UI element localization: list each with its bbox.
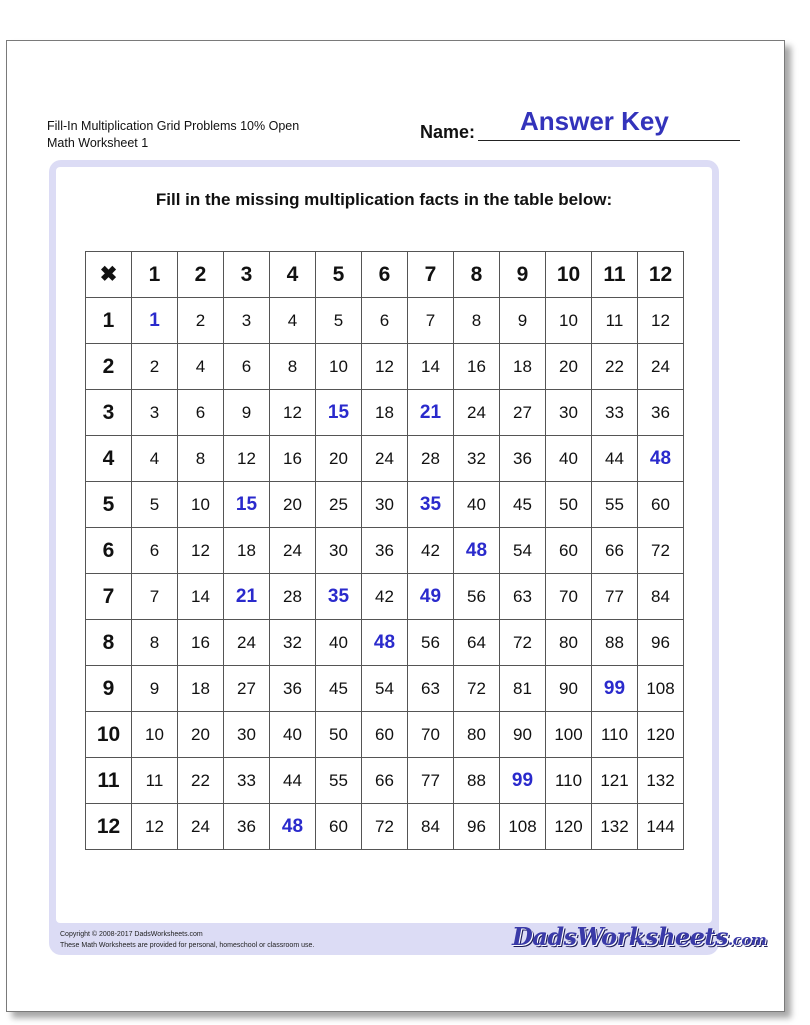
row-header: 7 xyxy=(86,574,132,620)
grid-row xyxy=(86,666,684,712)
grid-cell: 44 xyxy=(592,436,638,482)
grid-cell: 7 xyxy=(132,574,178,620)
grid-cell: 5 xyxy=(132,482,178,528)
row-header: 8 xyxy=(86,620,132,666)
grid-cell: 80 xyxy=(454,712,500,758)
grid-cell: 6 xyxy=(178,390,224,436)
grid-cell: 6 xyxy=(132,528,178,574)
grid-cell: 60 xyxy=(638,482,684,528)
grid-row xyxy=(86,758,684,804)
grid-cell: 84 xyxy=(408,804,454,850)
row-header: 5 xyxy=(86,482,132,528)
grid-cell: 132 xyxy=(592,804,638,850)
copyright: Copyright © 2008-2017 DadsWorksheets.com xyxy=(60,931,203,938)
grid-cell: 11 xyxy=(592,298,638,344)
grid-cell: 6 xyxy=(224,344,270,390)
grid-cell: 64 xyxy=(454,620,500,666)
row-header: 6 xyxy=(86,528,132,574)
grid-cell: 18 xyxy=(178,666,224,712)
column-header: 8 xyxy=(454,252,500,298)
row-header: 4 xyxy=(86,436,132,482)
grid-cell: 54 xyxy=(362,666,408,712)
column-header: 11 xyxy=(592,252,638,298)
worksheet-title xyxy=(47,118,299,152)
grid-cell: 10 xyxy=(178,482,224,528)
row-header: 2 xyxy=(86,344,132,390)
grid-cell: 110 xyxy=(592,712,638,758)
grid-cell: 33 xyxy=(592,390,638,436)
name-label: Name: xyxy=(420,122,476,142)
grid-cell: 20 xyxy=(270,482,316,528)
grid-cell: 50 xyxy=(316,712,362,758)
grid-cell: 90 xyxy=(546,666,592,712)
grid-row xyxy=(86,528,684,574)
grid-cell: 42 xyxy=(408,528,454,574)
grid-cell: 60 xyxy=(362,712,408,758)
answer-cell: 15 xyxy=(316,390,362,436)
answer-key-label: Answer Key xyxy=(520,106,669,136)
answer-cell: 99 xyxy=(592,666,638,712)
grid-cell: 84 xyxy=(638,574,684,620)
grid-cell: 77 xyxy=(592,574,638,620)
row-header: 11 xyxy=(86,758,132,804)
grid-cell: 33 xyxy=(224,758,270,804)
grid-row xyxy=(86,620,684,666)
grid-cell: 9 xyxy=(132,666,178,712)
grid-cell: 70 xyxy=(408,712,454,758)
grid-cell: 30 xyxy=(362,482,408,528)
grid-cell: 36 xyxy=(270,666,316,712)
grid-cell: 44 xyxy=(270,758,316,804)
grid-cell: 18 xyxy=(224,528,270,574)
title-line-2: Math Worksheet 1 xyxy=(47,136,149,150)
grid-cell: 22 xyxy=(178,758,224,804)
grid-cell: 32 xyxy=(454,436,500,482)
grid-cell: 16 xyxy=(454,344,500,390)
grid-cell: 5 xyxy=(316,298,362,344)
column-header: 10 xyxy=(546,252,592,298)
grid-cell: 72 xyxy=(362,804,408,850)
grid-cell: 60 xyxy=(546,528,592,574)
grid-cell: 9 xyxy=(500,298,546,344)
grid-cell: 24 xyxy=(454,390,500,436)
column-header: 2 xyxy=(178,252,224,298)
row-header: 10 xyxy=(86,712,132,758)
grid-cell: 30 xyxy=(316,528,362,574)
grid-cell: 12 xyxy=(132,804,178,850)
grid-cell: 120 xyxy=(546,804,592,850)
grid-cell: 24 xyxy=(178,804,224,850)
grid-cell: 4 xyxy=(270,298,316,344)
title-line-1: Fill-In Multiplication Grid Problems 10% Open xyxy=(47,119,300,133)
name-line xyxy=(478,140,740,141)
logo-domain: .com xyxy=(728,931,767,949)
grid-cell: 8 xyxy=(270,344,316,390)
grid-cell: 18 xyxy=(500,344,546,390)
grid-cell: 30 xyxy=(546,390,592,436)
grid-cell: 2 xyxy=(178,298,224,344)
grid-cell: 8 xyxy=(178,436,224,482)
grid-cell: 88 xyxy=(592,620,638,666)
column-header: 9 xyxy=(500,252,546,298)
grid-cell: 16 xyxy=(270,436,316,482)
grid-cell: 7 xyxy=(408,298,454,344)
grid-cell: 14 xyxy=(178,574,224,620)
column-header: 1 xyxy=(132,252,178,298)
grid-cell: 80 xyxy=(546,620,592,666)
grid-cell: 36 xyxy=(500,436,546,482)
grid-cell: 96 xyxy=(638,620,684,666)
grid-cell: 10 xyxy=(132,712,178,758)
grid-cell: 4 xyxy=(132,436,178,482)
grid-cell: 110 xyxy=(546,758,592,804)
grid-cell: 3 xyxy=(132,390,178,436)
answer-cell: 99 xyxy=(500,758,546,804)
grid-cell: 24 xyxy=(270,528,316,574)
answer-cell: 48 xyxy=(454,528,500,574)
grid-cell: 28 xyxy=(270,574,316,620)
grid-cell: 120 xyxy=(638,712,684,758)
grid-cell: 88 xyxy=(454,758,500,804)
grid-cell: 70 xyxy=(546,574,592,620)
answer-cell: 1 xyxy=(132,298,178,344)
column-header: 7 xyxy=(408,252,454,298)
answer-cell: 35 xyxy=(316,574,362,620)
grid-cell: 56 xyxy=(454,574,500,620)
grid-cell: 72 xyxy=(500,620,546,666)
grid-cell: 18 xyxy=(362,390,408,436)
row-header: 12 xyxy=(86,804,132,850)
answer-cell: 48 xyxy=(270,804,316,850)
grid-cell: 96 xyxy=(454,804,500,850)
multiply-icon: ✖ xyxy=(86,252,132,298)
grid-cell: 10 xyxy=(316,344,362,390)
grid-cell: 63 xyxy=(408,666,454,712)
grid-cell: 24 xyxy=(224,620,270,666)
grid-row xyxy=(86,712,684,758)
grid-header-row xyxy=(86,252,684,298)
grid-cell: 8 xyxy=(132,620,178,666)
grid-row xyxy=(86,574,684,620)
grid-cell: 56 xyxy=(408,620,454,666)
grid-row xyxy=(86,436,684,482)
grid-cell: 24 xyxy=(362,436,408,482)
grid-cell: 77 xyxy=(408,758,454,804)
answer-cell: 15 xyxy=(224,482,270,528)
answer-cell: 21 xyxy=(224,574,270,620)
usage-notice: These Math Worksheets are provided for personal, homeschool or classroom use. xyxy=(60,942,315,949)
instructions: Fill in the missing multiplication facts in the table below: xyxy=(155,190,613,209)
grid-cell: 11 xyxy=(132,758,178,804)
grid-cell: 20 xyxy=(178,712,224,758)
grid-cell: 14 xyxy=(408,344,454,390)
grid-row xyxy=(86,482,684,528)
grid-cell: 12 xyxy=(362,344,408,390)
grid-cell: 45 xyxy=(316,666,362,712)
column-header: 5 xyxy=(316,252,362,298)
grid-cell: 108 xyxy=(638,666,684,712)
grid-cell: 22 xyxy=(592,344,638,390)
grid-cell: 40 xyxy=(546,436,592,482)
multiplication-grid xyxy=(85,251,684,850)
grid-cell: 72 xyxy=(638,528,684,574)
grid-cell: 36 xyxy=(224,804,270,850)
grid-cell: 144 xyxy=(638,804,684,850)
grid-cell: 12 xyxy=(224,436,270,482)
grid-cell: 45 xyxy=(500,482,546,528)
grid-row xyxy=(86,390,684,436)
grid-cell: 27 xyxy=(500,390,546,436)
grid-cell: 30 xyxy=(224,712,270,758)
grid-cell: 54 xyxy=(500,528,546,574)
row-header: 1 xyxy=(86,298,132,344)
grid-cell: 12 xyxy=(638,298,684,344)
dadsworksheets-logo xyxy=(512,922,766,951)
grid-cell: 63 xyxy=(500,574,546,620)
grid-cell: 10 xyxy=(546,298,592,344)
grid-cell: 8 xyxy=(454,298,500,344)
grid-cell: 108 xyxy=(500,804,546,850)
grid-cell: 40 xyxy=(316,620,362,666)
grid-cell: 25 xyxy=(316,482,362,528)
column-header: 12 xyxy=(638,252,684,298)
grid-cell: 32 xyxy=(270,620,316,666)
grid-row xyxy=(86,298,684,344)
grid-cell: 132 xyxy=(638,758,684,804)
grid-cell: 72 xyxy=(454,666,500,712)
grid-cell: 121 xyxy=(592,758,638,804)
grid-cell: 60 xyxy=(316,804,362,850)
row-header: 9 xyxy=(86,666,132,712)
grid-cell: 50 xyxy=(546,482,592,528)
grid-cell: 66 xyxy=(592,528,638,574)
grid-cell: 12 xyxy=(178,528,224,574)
answer-cell: 35 xyxy=(408,482,454,528)
grid-cell: 42 xyxy=(362,574,408,620)
grid-cell: 40 xyxy=(454,482,500,528)
logo-text: DadsWorksheets xyxy=(512,922,729,951)
grid-cell: 27 xyxy=(224,666,270,712)
grid-row xyxy=(86,804,684,850)
grid-cell: 9 xyxy=(224,390,270,436)
answer-cell: 48 xyxy=(362,620,408,666)
answer-cell: 48 xyxy=(638,436,684,482)
grid-cell: 28 xyxy=(408,436,454,482)
grid-cell: 81 xyxy=(500,666,546,712)
grid-row xyxy=(86,344,684,390)
row-header: 3 xyxy=(86,390,132,436)
grid-cell: 66 xyxy=(362,758,408,804)
grid-cell: 12 xyxy=(270,390,316,436)
grid-cell: 4 xyxy=(178,344,224,390)
grid-cell: 55 xyxy=(592,482,638,528)
grid-cell: 6 xyxy=(362,298,408,344)
grid-cell: 24 xyxy=(638,344,684,390)
answer-cell: 21 xyxy=(408,390,454,436)
answer-cell: 49 xyxy=(408,574,454,620)
column-header: 4 xyxy=(270,252,316,298)
grid-cell: 100 xyxy=(546,712,592,758)
grid-cell: 16 xyxy=(178,620,224,666)
grid-cell: 36 xyxy=(638,390,684,436)
grid-cell: 20 xyxy=(316,436,362,482)
column-header: 3 xyxy=(224,252,270,298)
grid-cell: 3 xyxy=(224,298,270,344)
grid-cell: 90 xyxy=(500,712,546,758)
grid-cell: 2 xyxy=(132,344,178,390)
column-header: 6 xyxy=(362,252,408,298)
grid-cell: 20 xyxy=(546,344,592,390)
footer-text xyxy=(60,929,314,951)
grid-cell: 55 xyxy=(316,758,362,804)
grid-cell: 40 xyxy=(270,712,316,758)
grid-cell: 36 xyxy=(362,528,408,574)
